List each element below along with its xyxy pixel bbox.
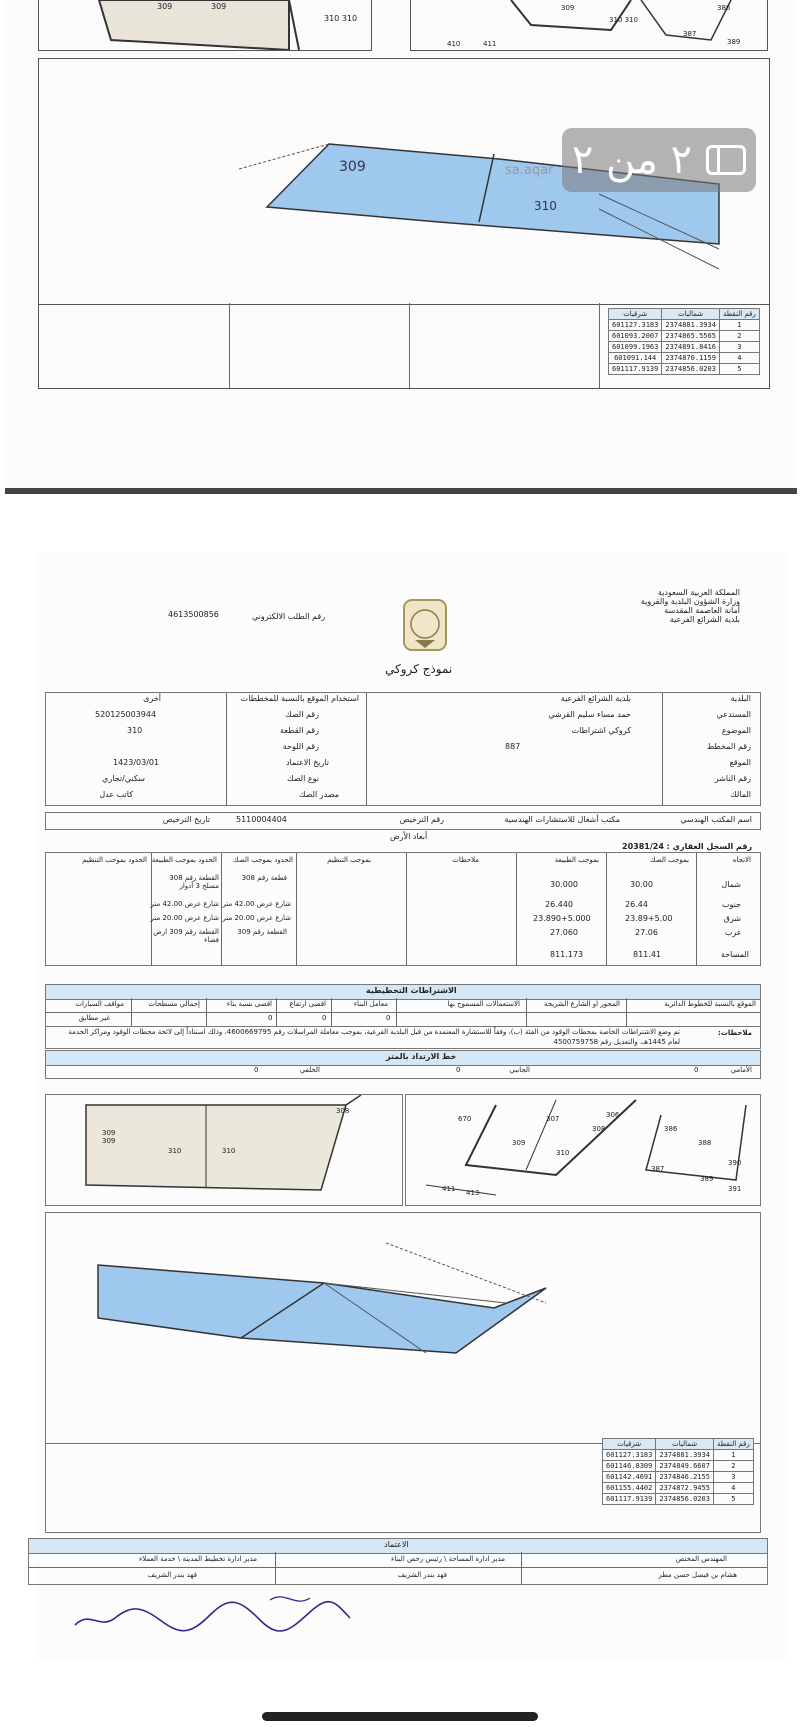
cell: 1 <box>719 320 759 331</box>
table-row <box>609 353 760 364</box>
cell: 3 <box>719 342 759 353</box>
info-row <box>45 742 759 757</box>
top-parcel-309b: 309 <box>211 2 227 11</box>
info-label: البلدية <box>730 694 751 703</box>
cell: قطعة رقم 308 <box>241 874 287 882</box>
bottom-plot-right-svg <box>406 1095 760 1205</box>
cell: القطعة رقم 309 ارض فضاء <box>153 928 219 944</box>
top-parcel-389: 389 <box>727 38 741 46</box>
handwritten-signature <box>70 1590 360 1640</box>
map-b-306: 306 <box>606 1111 620 1119</box>
top-parcel-410: 410 <box>447 40 461 48</box>
signature-scribble <box>70 1590 360 1640</box>
cell: 601146.8309 <box>603 1461 656 1472</box>
table-row <box>609 364 760 375</box>
cell: شارع عرض 20.00 متر <box>222 914 291 922</box>
cell: 2374891.8416 <box>662 342 720 353</box>
info-label2: رقم القطعة <box>280 726 319 735</box>
cell: 601093.2007 <box>609 331 662 342</box>
info-value2: 1423/03/01 <box>113 758 160 767</box>
cell: 811.41 <box>633 950 661 959</box>
info-row <box>45 710 759 725</box>
cell: 23.890+5.000 <box>533 914 591 923</box>
license-date-label: تاريخ الترخيص <box>162 815 210 824</box>
map-b-411: 411 <box>442 1185 456 1193</box>
office-label: اسم المكتب الهندسي <box>680 815 752 824</box>
cell: 601127.3183 <box>609 320 662 331</box>
map-b-308: 308 <box>336 1107 350 1115</box>
top-parcel-309c: 309 <box>561 4 575 12</box>
cell: 2374872.9455 <box>656 1483 714 1494</box>
approver-3-name: فهد بندر الشريف <box>147 1571 197 1579</box>
table-row <box>609 331 760 342</box>
bottom-plot-map-right <box>405 1094 761 1206</box>
office-row <box>45 812 761 830</box>
info-value2: أخرى <box>143 694 161 703</box>
bottom-coord-h-north: شماليات <box>656 1439 714 1450</box>
planning-h-parking: مواقف السيارات <box>75 1000 124 1008</box>
info-row <box>45 758 759 773</box>
dims-h-deed: بموجب الصك <box>649 856 689 864</box>
dims-title: أبعاد الأرض <box>390 832 428 841</box>
cell: 27.060 <box>550 928 578 937</box>
map-b-388: 388 <box>698 1139 712 1147</box>
top-parcel-309a: 309 <box>157 2 173 11</box>
cell: شارع عرض 42.00 متر <box>222 900 291 908</box>
planning-table <box>45 998 761 1027</box>
table-row <box>609 320 760 331</box>
cell: 27.06 <box>635 928 658 937</box>
planning-v-parking: غير مطابق <box>78 1014 110 1022</box>
top-parcel-386: 386 <box>717 4 731 12</box>
info-value: بلدية الشرائع الفرعية <box>560 694 631 703</box>
cell: 2374870.1159 <box>662 353 720 364</box>
setback-side-value: 0 <box>456 1066 461 1074</box>
info-label: رقم المخطط <box>706 742 751 751</box>
top-parcel-310: 310 310 <box>324 14 358 23</box>
info-value2: 520125003944 <box>95 710 157 719</box>
top-coord-h-east: شرقيات <box>609 309 662 320</box>
info-label: المستدعي <box>716 710 751 719</box>
cell: 601127.3183 <box>603 1450 656 1461</box>
request-label: رقم الطلب الالكتروني <box>252 612 326 621</box>
top-coordinates-table <box>608 308 760 375</box>
cell: 601142.4691 <box>603 1472 656 1483</box>
office-value: مكتب أشغال للاستشارات الهندسية <box>504 815 620 824</box>
map-b-307: 307 <box>546 1115 560 1123</box>
table-row <box>603 1494 754 1505</box>
info-value2: سكني/تجاري <box>102 774 145 783</box>
notes-box <box>45 1026 761 1049</box>
info-label2: رقم اللوحة <box>282 742 319 751</box>
setback-front-value: 0 <box>694 1066 699 1074</box>
cell: 2374865.5565 <box>662 331 720 342</box>
top-plot-left-svg <box>39 0 371 50</box>
top-plot-map-left <box>38 0 372 51</box>
request-number: 4613500856 <box>168 610 219 619</box>
map-b-390: 390 <box>728 1159 742 1167</box>
info-label: المالك <box>730 790 751 799</box>
map-b-391: 391 <box>728 1185 742 1193</box>
dims-h-notes: ملاحظات <box>452 856 479 864</box>
cell: 4 <box>713 1483 753 1494</box>
page-counter-badge <box>562 128 756 192</box>
header-line-1: المملكة العربية السعودية <box>657 588 740 597</box>
cell: 30.00 <box>630 880 653 889</box>
approver-1-role: المهندس المختص <box>675 1555 727 1563</box>
info-label: رقم الناشر <box>714 774 751 783</box>
info-value: كروكي اشتراطات <box>571 726 631 735</box>
cell: 4 <box>719 353 759 364</box>
notes-text: تم وضع الاشتراطات الخاصة بمحطات الوقود من الفئة (ب)، وفقاً للاستشارة المعتمدة من قبل البلدية الفرعية، بموجب معاملة المراسلات رقم 4600669795، وذلك استناداً إلى لائحة محطات الوقود ومراكز الخدمة لعام 1445هـ، والتعديل رقم 4500759758 <box>68 1028 680 1046</box>
planning-h-ratio: اقصى نسبة بناء <box>226 1000 272 1008</box>
cell: شرق <box>723 914 741 923</box>
ministry-header <box>560 588 740 624</box>
cell: 5 <box>719 364 759 375</box>
cell: شمال <box>721 880 741 889</box>
info-row <box>45 694 759 709</box>
cell: المساحة <box>720 950 749 959</box>
map-b-308b: 308 <box>592 1125 606 1133</box>
top-map-label-309: 309 <box>339 159 366 175</box>
ministry-logo <box>400 596 450 656</box>
planning-v-height: 0 <box>322 1014 327 1022</box>
cell: 601117.9139 <box>603 1494 656 1505</box>
emblem-icon <box>400 596 450 656</box>
dims-h-bound-nature: الحدود بموجب الطبيعة <box>151 856 217 864</box>
bottom-main-map <box>45 1212 761 1444</box>
bottom-coord-h-east: شرقيات <box>603 1439 656 1450</box>
license-number: 5110004404 <box>236 815 287 824</box>
setback-back-label: الخلفي <box>299 1066 320 1074</box>
planning-h-uses: الاستعمالات المسموح بها <box>447 1000 520 1008</box>
table-row <box>603 1483 754 1494</box>
map-b-309b: 309 <box>102 1137 116 1145</box>
planning-h-height: اقصى ارتفاع <box>289 1000 326 1008</box>
map-b-413: 413 <box>466 1189 480 1197</box>
dims-h-direction: الاتجاه <box>732 856 751 864</box>
top-map-label-310: 310 <box>534 199 557 213</box>
cell: 2374846.2155 <box>656 1472 714 1483</box>
cell: 811.173 <box>550 950 584 959</box>
map-b-310a: 310 <box>168 1147 182 1155</box>
header-line-2: وزارة الشؤون البلدية والقروية <box>640 597 740 606</box>
approval-table <box>28 1552 768 1585</box>
planning-h-factor: معامل البناء <box>353 1000 388 1008</box>
cell: شارع عرض 42.00 متر <box>150 900 219 908</box>
setback-front-label: الأمامي <box>730 1066 752 1074</box>
cell: القطعة رقم 308 مسلح 3 أدوار <box>169 874 219 890</box>
dimensions-header <box>45 854 759 874</box>
map-b-386: 386 <box>664 1125 678 1133</box>
cell: 26.440 <box>545 900 573 909</box>
table-row <box>603 1461 754 1472</box>
map-b-310c: 310 <box>556 1149 570 1157</box>
info-label2: رقم الصك <box>285 710 319 719</box>
header-line-3: أمانة العاصمة المقدسة <box>664 606 740 615</box>
cell: 2374881.3934 <box>656 1450 714 1461</box>
dims-h-nature: بموجب الطبيعة <box>554 856 599 864</box>
home-indicator <box>262 1712 538 1721</box>
cell: 2 <box>719 331 759 342</box>
setback-title: خط الارتداد بالمتر <box>386 1052 457 1061</box>
cell: 2374881.3934 <box>662 320 720 331</box>
info-label2: استخدام الموقع بالنسبة للمخططات <box>240 694 359 703</box>
info-value2: كاتب عدل <box>99 790 133 799</box>
table-row <box>609 342 760 353</box>
info-row <box>45 726 759 741</box>
info-label2: نوع الصك <box>286 774 319 783</box>
bottom-main-map-svg <box>46 1213 760 1443</box>
bottom-coord-h-point: رقم النقطة <box>713 1439 753 1450</box>
cell: القطعة رقم 309 <box>237 928 287 936</box>
watermark: sa.aqar <box>505 163 554 178</box>
cell: 601099.1963 <box>609 342 662 353</box>
top-coord-h-north: شماليات <box>662 309 720 320</box>
approval-title: الاعتماد <box>384 1540 409 1549</box>
table-row <box>603 1450 754 1461</box>
planning-v-factor: 0 <box>386 1014 391 1022</box>
info-label2: تاريخ الاعتماد <box>285 758 329 767</box>
approver-2-role: مدير ادارة المساحة \ رئيس رخص البناء <box>391 1555 505 1563</box>
map-b-670: 670 <box>458 1115 472 1123</box>
info-row <box>45 774 759 789</box>
cell: 30.000 <box>550 880 578 889</box>
info-value2: 310 <box>127 726 143 735</box>
approver-3-role: مدير ادارة تخطيط المدينة \ خدمة العملاء <box>138 1555 257 1563</box>
cell: 2 <box>713 1461 753 1472</box>
info-value: حمد مساء سليم القرشي <box>548 710 631 719</box>
top-parcel-387: 387 <box>683 30 697 38</box>
form-title: نموذج كروكي <box>385 662 453 676</box>
license-label: رقم الترخيص <box>399 815 444 824</box>
setback-row <box>45 1064 761 1079</box>
table-row <box>603 1472 754 1483</box>
top-plot-map-right <box>410 0 768 51</box>
registry-number: رقم السجل العقاري : 20381/24 <box>622 842 753 851</box>
info-label: الموقع <box>729 758 751 767</box>
info-value: 887 <box>505 742 521 751</box>
cell: 2374856.0203 <box>656 1494 714 1505</box>
planning-title: الاشتراطات التخطيطية <box>366 986 457 995</box>
setback-back-value: 0 <box>254 1066 259 1074</box>
info-label: الموضوع <box>721 726 751 735</box>
planning-h-axis: المحور او الشارع الشريحة <box>543 1000 620 1008</box>
cell: 26.44 <box>625 900 648 909</box>
top-plot-right-svg <box>411 0 767 50</box>
cell: 3 <box>713 1472 753 1483</box>
page-counter-text: ٢ من ٢ <box>571 137 693 183</box>
approver-2-name: فهد بندر الشريف <box>397 1571 447 1579</box>
cell: 1 <box>713 1450 753 1461</box>
dims-h-bound-reg: الحدود بموجب التنظيم <box>82 856 147 864</box>
cell: جنوب <box>721 900 741 909</box>
cell: 601091.144 <box>609 353 662 364</box>
planning-h-ring: الموقع بالنسبة للخطوط الدائرية <box>664 1000 756 1008</box>
cell: شارع عرض 20.00 متر <box>150 914 219 922</box>
pages-icon <box>706 145 746 175</box>
top-parcel-310b: 310 310 <box>609 16 638 24</box>
bottom-coordinates-table <box>602 1438 754 1505</box>
planning-v-ratio: 0 <box>268 1014 273 1022</box>
top-parcel-411: 411 <box>483 40 497 48</box>
cell: 5 <box>713 1494 753 1505</box>
cell: غرب <box>724 928 741 937</box>
cell: 601117.9139 <box>609 364 662 375</box>
map-b-389: 389 <box>700 1175 714 1183</box>
cell: 2374849.6607 <box>656 1461 714 1472</box>
bottom-plot-map-left <box>45 1094 403 1206</box>
cell: 2374856.0203 <box>662 364 720 375</box>
notes-label: ملاحظات: <box>718 1029 752 1037</box>
info-label2: مصدر الصك <box>298 790 339 799</box>
approver-1-name: هشام بن فيصل حسن مطر <box>658 1571 737 1579</box>
dims-h-bound-deed: الحدود بموجب الصك <box>232 856 293 864</box>
cell: 601155.4402 <box>603 1483 656 1494</box>
dims-h-regulation: بموجب التنظيم <box>327 856 371 864</box>
map-b-310b: 310 <box>222 1147 236 1155</box>
map-b-387: 387 <box>651 1165 665 1173</box>
header-line-4: بلدية الشرائع الفرعية <box>669 615 740 624</box>
top-coord-h-point: رقم النقطة <box>719 309 759 320</box>
cell: 23.89+5.00 <box>625 914 673 923</box>
setback-side-label: الجانبي <box>509 1066 530 1074</box>
map-b-309c: 309 <box>512 1139 526 1147</box>
planning-h-area: إجمالي مسطحات <box>148 1000 200 1008</box>
map-b-309a: 309 <box>102 1129 116 1137</box>
info-row <box>45 790 759 805</box>
